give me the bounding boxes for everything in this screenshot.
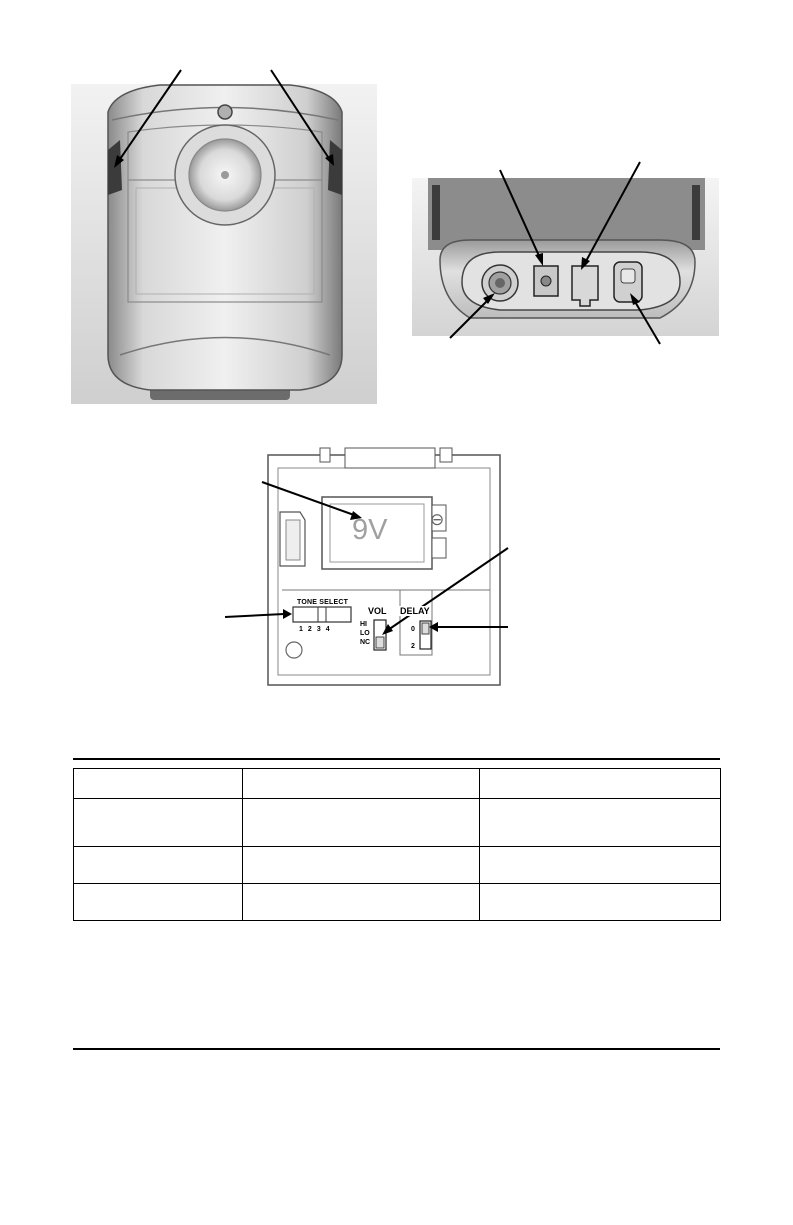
battery-label: 9V	[352, 514, 388, 546]
table-row	[74, 847, 721, 884]
table-cell	[74, 799, 243, 847]
table-cell	[243, 847, 480, 884]
delay-option-0: 0	[411, 626, 415, 633]
table-row	[74, 884, 721, 921]
volume-option-lo: LO	[360, 630, 370, 637]
tone-select-positions	[299, 626, 330, 633]
battery-compartment-figure	[200, 440, 530, 690]
table-header-cell	[243, 769, 480, 799]
spec-table	[73, 768, 721, 921]
tone-position-3: 3	[316, 626, 321, 633]
table-cell	[480, 847, 721, 884]
top-rule	[73, 758, 720, 760]
polarity-negative: ⊖	[430, 510, 445, 529]
delay-title: DELAY	[400, 606, 430, 616]
table-cell	[74, 847, 243, 884]
volume-option-hi: HI	[360, 621, 367, 628]
device-front-figure	[0, 0, 400, 410]
table-header-cell	[74, 769, 243, 799]
table-cell	[480, 884, 721, 921]
table-header-row	[74, 769, 721, 799]
device-connectors-figure	[400, 150, 730, 360]
delay-options	[411, 621, 415, 655]
table-row	[74, 799, 721, 847]
table-header-cell	[480, 769, 721, 799]
tone-position-1: 1	[299, 626, 303, 633]
delay-option-2: 2	[411, 643, 415, 650]
tone-select-title: TONE SELECT	[297, 599, 349, 606]
volume-title: VOL	[368, 606, 387, 616]
tone-position-4: 4	[325, 626, 330, 633]
table-cell	[243, 799, 480, 847]
table-cell	[74, 884, 243, 921]
table-cell	[243, 884, 480, 921]
volume-options	[360, 620, 370, 647]
bottom-rule	[73, 1048, 720, 1050]
table-cell	[480, 799, 721, 847]
tone-position-2: 2	[307, 626, 312, 633]
volume-option-nc: NC	[360, 639, 371, 646]
